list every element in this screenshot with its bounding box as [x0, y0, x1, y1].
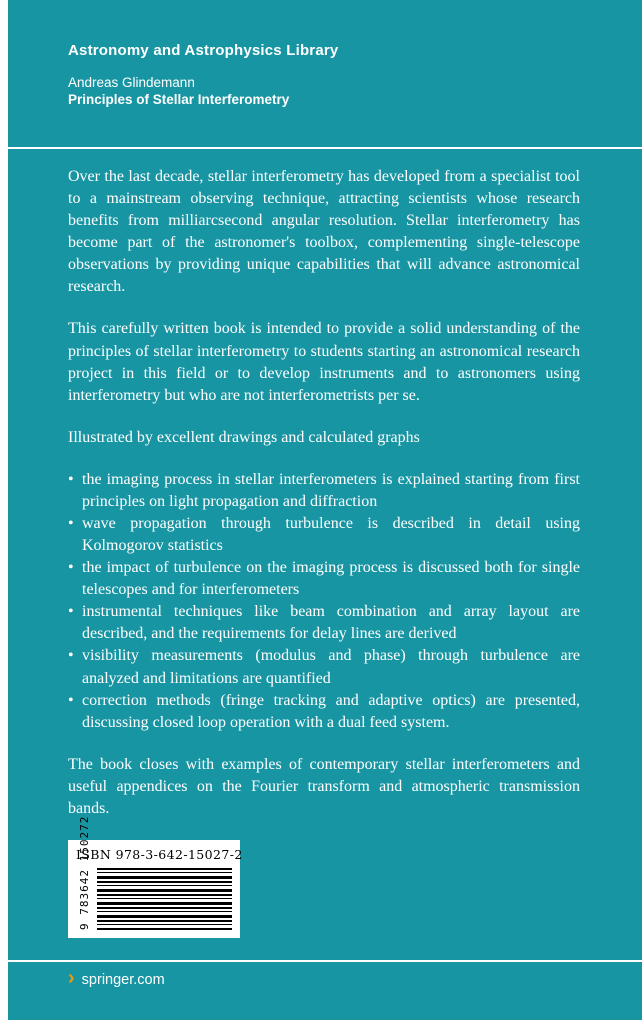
blurb-paragraph-3: Illustrated by excellent drawings and calculated graphs — [68, 428, 420, 446]
series-title: Astronomy and Astrophysics Library — [68, 42, 339, 59]
list-item-text: correction methods (fringe tracking and adaptive optics) are presented, discussing closed loop operation with a dual feed system. — [82, 691, 580, 731]
list-item — [68, 557, 580, 601]
footer — [68, 967, 165, 989]
bullet-icon: • — [68, 470, 74, 488]
list-item — [68, 690, 580, 734]
isbn-barcode-box — [68, 815, 243, 938]
closing-paragraph: The book closes with examples of contemporary stellar interferometers and useful appendices on the Fourier transform and atmospheric transmission bands. — [68, 755, 580, 817]
blurb-paragraph-2: This carefully written book is intended to provide a solid understanding of the principles of stellar interferometry to students starting an astronomical research project in this field or to develop instruments and to astronomers using interferometry but who are not interferometrists per se. — [68, 320, 580, 404]
header — [68, 42, 582, 109]
springer-site-text: springer.com — [81, 971, 165, 988]
list-item — [68, 513, 580, 557]
author-name: Andreas Glindemann — [68, 75, 195, 90]
list-item-text: instrumental techniques like beam combination and array layout are described, and the requirements for delay lines are derived — [82, 603, 580, 643]
isbn-label: ISBN 978-3-642-15027-2 — [76, 847, 243, 863]
barcode-number: 9 783642 150272 — [78, 815, 91, 931]
back-cover-blurb — [68, 166, 580, 938]
list-item — [68, 469, 580, 513]
list-item — [68, 645, 580, 689]
bullet-icon: • — [68, 647, 74, 665]
bullet-icon: • — [68, 559, 74, 577]
list-item-text: the impact of turbulence on the imaging process is discussed both for single telescopes and for interferometers — [82, 559, 580, 599]
blurb-paragraph-1: Over the last decade, stellar interferometry has developed from a specialist tool to a mainstream observing technique, attracting scientists whose research benefits from milliarcsecond angular resolution. Stellar interferometry has become part of the astronomer's toolbox, complementing single-telescope observations by providing unique capabilities that will advance astronomical research. — [68, 168, 580, 296]
page-edge-strip — [0, 0, 8, 1020]
list-item — [68, 601, 580, 645]
bullet-icon: • — [68, 691, 74, 709]
list-item-text: visibility measurements (modulus and phase) through turbulence are analyzed and limitations are quantified — [82, 647, 580, 687]
bullet-icon: • — [68, 603, 74, 621]
feature-list — [68, 469, 580, 734]
bullet-icon: • — [68, 515, 74, 533]
bottom-divider — [8, 960, 642, 962]
chevron-right-icon: › — [68, 967, 75, 989]
barcode-bars-icon — [97, 868, 232, 930]
top-divider — [8, 147, 642, 149]
list-item-text: wave propagation through turbulence is described in detail using Kolmogorov statistics — [82, 515, 580, 555]
book-title: Principles of Stellar Interferometry — [68, 91, 290, 107]
list-item-text: the imaging process in stellar interferometers is explained starting from first principles on light propagation and diffraction — [82, 470, 580, 510]
